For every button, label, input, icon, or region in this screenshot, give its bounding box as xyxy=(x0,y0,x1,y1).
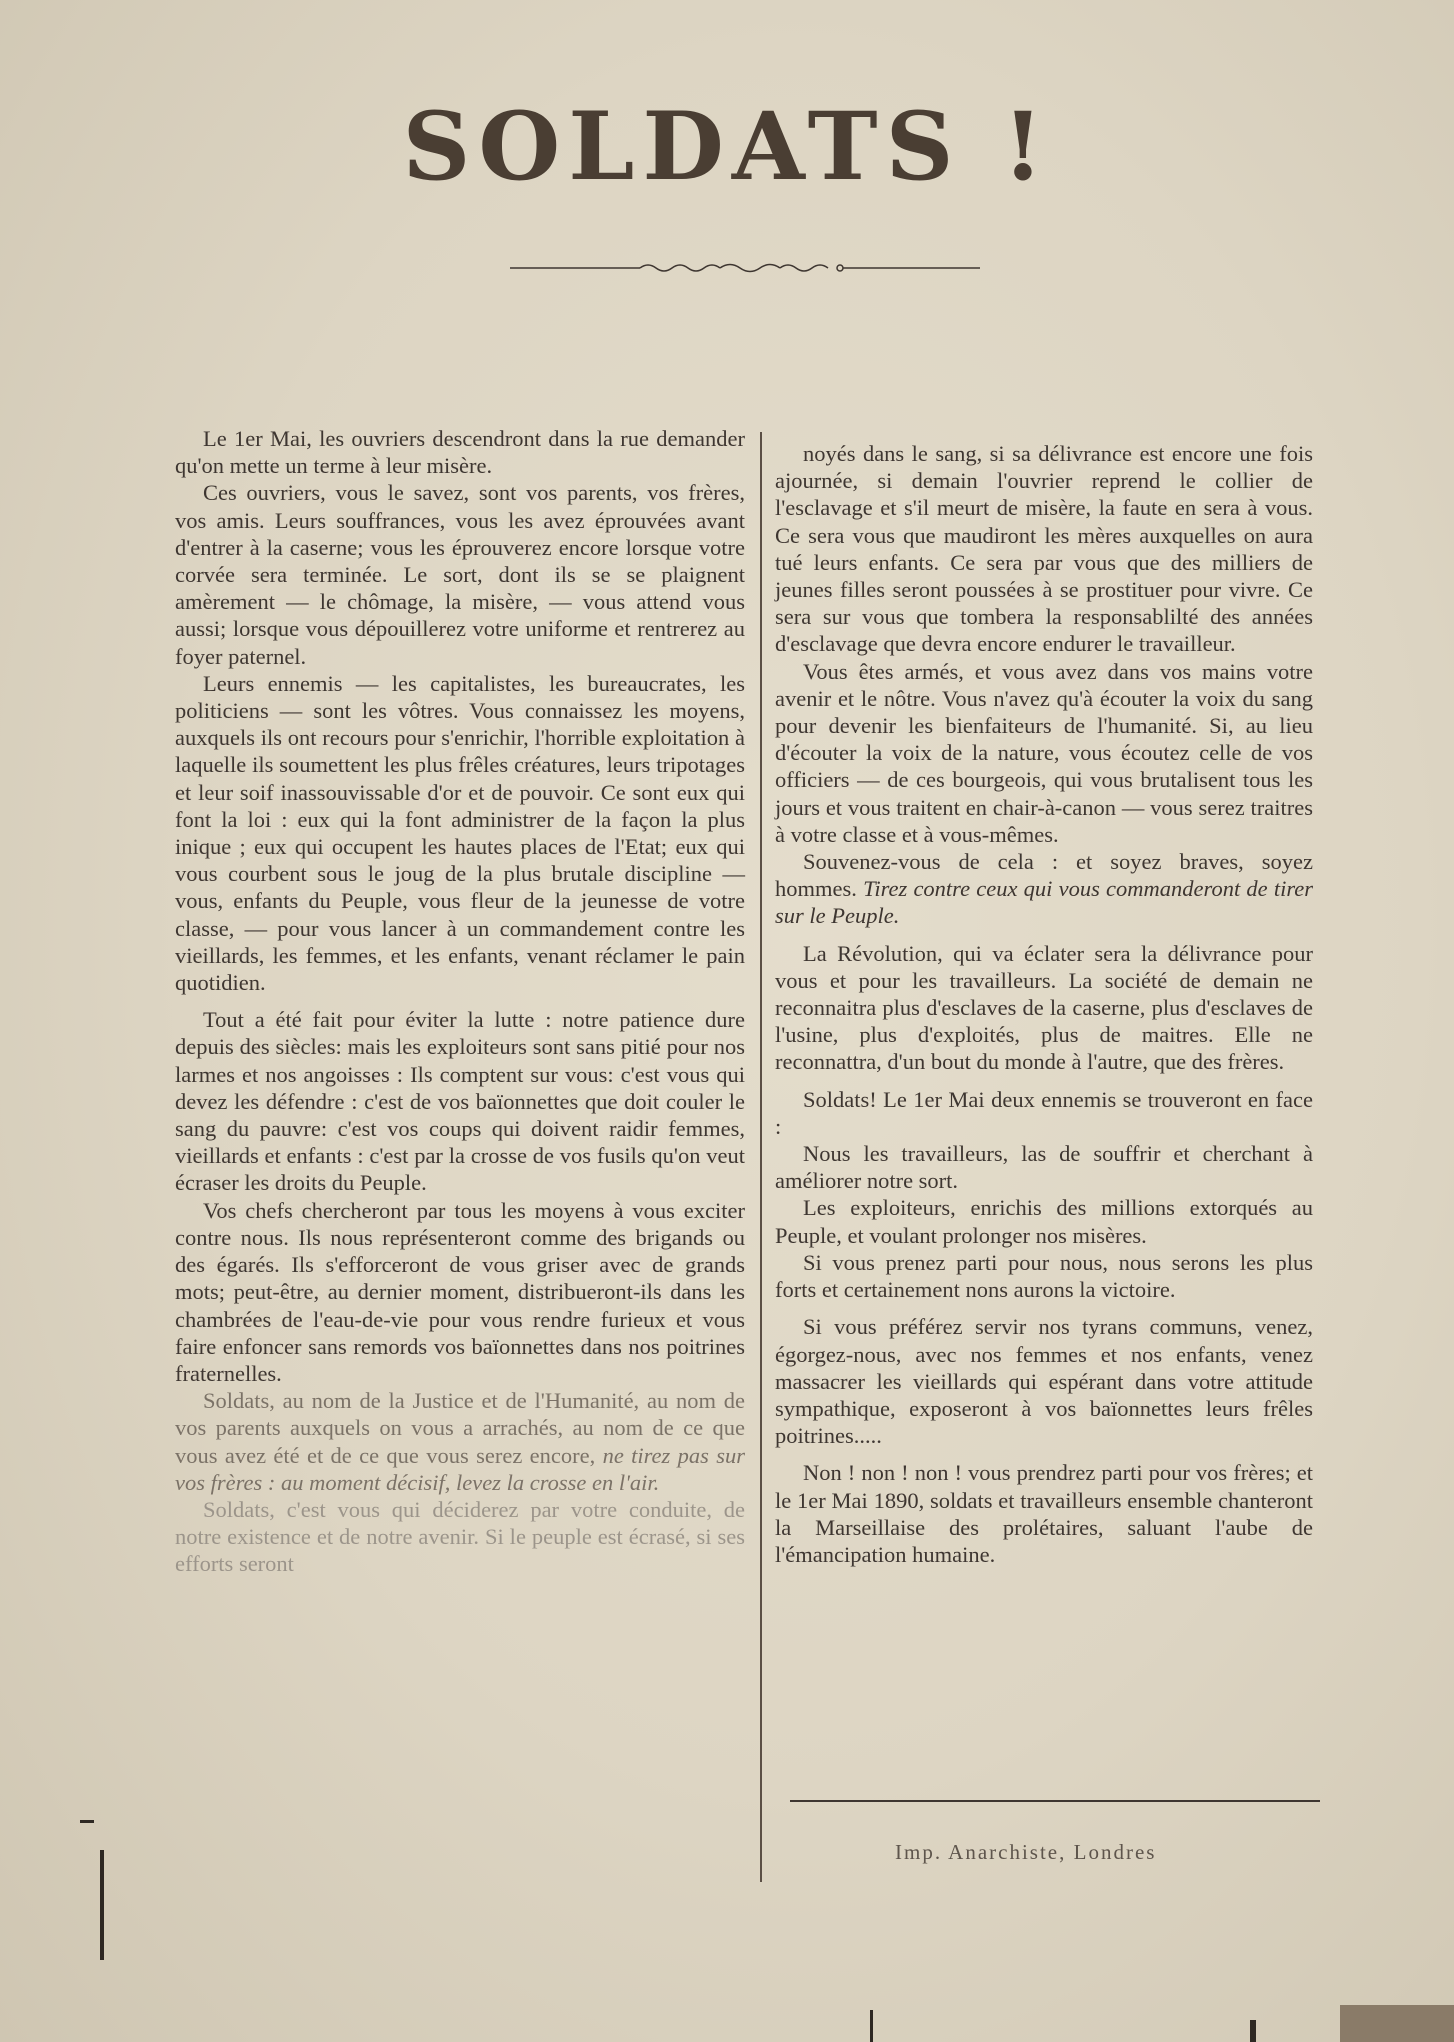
paragraph-italic-text: ne tirez pas sur vos frères : au moment décisif, levez la crosse en l'air. xyxy=(175,1442,746,1495)
paragraph-text: Soldats, au nom de la Justice et de l'Humanité, au nom de vos parents auxquels on vous a arrachés, au nom de ce que vous avez été et de ce que vous serez encore, xyxy=(175,1388,745,1468)
edge-mark xyxy=(80,1820,94,1823)
paragraph-italic-text: Tirez contre ceux qui vous commanderont de tirer sur le Peuple. xyxy=(775,876,1313,929)
paragraph: Si vous préférez servir nos tyrans communs, venez, égorgez-nous, avec nos femmes et nos enfants, venez massacrer les vieillards qui espérant dans votre attitude sympathique, exposeront à vos baïonnettes leurs frêles poitrines..... xyxy=(775,1314,1313,1449)
paragraph: La Révolution, qui va éclater sera la délivrance pour vous et pour les travailleurs. La société de demain ne reconnaitra plus d'esclaves de la caserne, plus d'esclaves de l'usine, plus d'exploités, plus de maitres. Elle ne reconnattra, d'un bout du monde à l'autre, que des frères. xyxy=(775,940,1313,1075)
paragraph: Vous êtes armés, et vous avez dans vos mains votre avenir et le nôtre. Vous n'avez qu'à écouter la voix du sang pour devenir les bienfaiteurs de l'humanité. Si, au lieu d'écouter la voix de la nature, vous écoutez celle de vos officiers — de ces bourgeois, qui vous brutalisent tous les jours et vous traitent en chair-à-canon — vous serez traitres à votre classe et à vous-mêmes. xyxy=(775,658,1313,847)
page-title: SOLDATS ! xyxy=(402,92,1052,202)
paragraph: Si vous prenez parti pour nous, nous serons les plus forts et certainement nons aurons la victoire. xyxy=(775,1249,1313,1303)
paragraph: noyés dans le sang, si sa délivrance est encore une fois ajournée, si demain l'ouvrier reprend le collier de l'esclavage et s'il meurt de misère, la faute en sera à vous. Ce sera vous que maudiront les mères auxquelles on aura tué leurs enfants. Ce sera par vous que des milliers de jeunes filles seront poussées à se prostituer pour vivre. Ce sera sur vous que tombera la responsablilté des années d'esclavage que devra encore endurer le travailleur. xyxy=(775,441,1313,657)
paragraph: Tout a été fait pour éviter la lutte : notre patience dure depuis des siècles: mais les exploiteurs sont sans pitié pour nos larmes et nos angoisses : Ils comptent sur vous: c'est vous qui devez les défendre : c'est de vos baïonnettes que doit couler le sang du pauvre: c'est vos coups qui doivent raidir femmes, vieillards et enfants : c'est par la crosse de vos fusils qu'on veut écraser les droits du Peuple. xyxy=(175,1007,745,1196)
paragraph-text: Souvenez-vous de cela : et soyez braves, soyez hommes. xyxy=(775,849,1313,902)
edge-mark xyxy=(1250,2020,1256,2042)
paragraph: Ces ouvriers, vous le savez, sont vos parents, vos frères, vos amis. Leurs souffrances, vous les avez éprouvées avant d'entrer à la caserne; vous les éprouverez encore lorsque votre corvée sera terminée. Le sort, dont ils se se plaignent amèrement — le chômage, la misère, — vous attend vous aussi; lorsque vous dépouillerez votre uniforme et rentrerez au foyer paternel. xyxy=(175,480,745,669)
paragraph xyxy=(175,1387,745,1496)
paragraph: Non ! non ! non ! vous prendrez parti pour vos frères; et le 1er Mai 1890, soldats et travailleurs ensemble chanteront la Marseillaise des prolétaires, saluant l'aube de l'émancipation humaine. xyxy=(775,1460,1313,1567)
paragraph xyxy=(775,848,1313,930)
paragraph: Leurs ennemis — les capitalistes, les bureaucrates, les politiciens — sont les vôtres. Vous connaissez les moyens, auxquels ils ont recours pour s'enrichir, l'horrible exploitation à laquelle ils soumettent les plus frêles créatures, leurs tripotages et leur soif inassouvissable d'or et de pouvoir. Ce sont eux qui font la loi : eux qui la font administrer de la façon la plus inique ; eux qui occupent les hautes places de l'Etat; eux qui vous courbent sous le joug de la plus brutale discipline — vous, enfants du Peuple, vous fleur de la jeunesse de votre classe, — pour vous lancer à un commandement contre les vieillards, les femmes, et les enfants, venant réclamer le pain quotidien. xyxy=(175,670,745,996)
column-divider xyxy=(760,432,762,1882)
edge-mark xyxy=(1340,2005,1454,2042)
ornamental-rule xyxy=(510,258,980,278)
right-column xyxy=(775,440,1313,1568)
footer-rule xyxy=(790,1800,1320,1802)
left-column xyxy=(175,425,745,1578)
edge-mark xyxy=(870,2010,873,2042)
edge-mark xyxy=(100,1850,104,1960)
paragraph: Soldats, c'est vous qui déciderez par votre conduite, de notre existence et de notre avenir. Si le peuple est écrasé, si ses efforts seront xyxy=(175,1496,745,1577)
printer-imprint: Imp. Anarchiste, Londres xyxy=(895,1840,1157,1864)
paragraph: Nous les travailleurs, las de souffrir et cherchant à améliorer notre sort. xyxy=(775,1141,1313,1194)
paragraph: Les exploiteurs, enrichis des millions extorqués au Peuple, et voulant prolonger nos misères. xyxy=(775,1195,1313,1248)
paragraph: Vos chefs chercheront par tous les moyens à vous exciter contre nous. Ils nous représenteront comme des brigands ou des égarés. Ils s'efforceront de vous griser avec de grands mots; peut-être, au dernier moment, distribueront-ils dans les chambrées de l'eau-de-vie pour vous rendre furieux et vous faire enfoncer sans remords vos baïonnettes dans nos poitrines fraternelles. xyxy=(175,1197,745,1386)
paragraph: Le 1er Mai, les ouvriers descendront dans la rue demander qu'on mette un terme à leur misère. xyxy=(175,426,745,479)
paragraph: Soldats! Le 1er Mai deux ennemis se trouveront en face : xyxy=(775,1086,1313,1139)
